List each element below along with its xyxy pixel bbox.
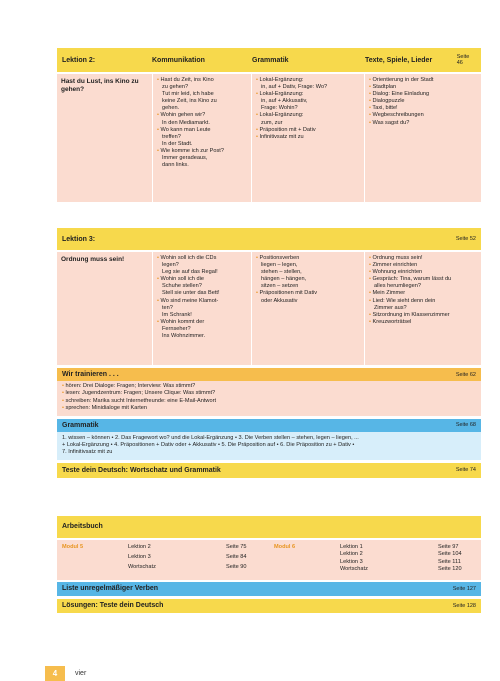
lektion2-kommunikation-item: • Wohin gehen wir? (157, 112, 247, 119)
lektion2-grammatik-item: • Infinitivsatz mit zu (256, 134, 360, 141)
modul5-lektion: Lektion 3 (128, 553, 151, 560)
lektion2-kommunikation-item: dann links. (162, 162, 189, 169)
col-grammatik: Grammatik (252, 56, 289, 64)
modul6-spacer (274, 559, 340, 567)
wir-trainieren-item: • sprechen: Minidialoge mit Karten (62, 405, 476, 412)
arbeitsbuch-header (57, 516, 481, 538)
grammatik-label: Grammatik (62, 421, 99, 429)
modul6-table (274, 544, 486, 574)
loesungen-page: Seite 128 (452, 602, 476, 609)
lektion3-grammatik (251, 252, 364, 365)
lektion2-kommunikation-item: • Wo kann man Leute (157, 127, 247, 134)
modul5-seite: Seite 84 (226, 553, 247, 560)
modul5-seite: Seite 90 (226, 563, 247, 570)
lektion2-kommunikation-item: gehen. (162, 105, 180, 112)
lektion2-kommunikation-item: treffen? (162, 133, 181, 140)
modul6-seite: Seite 111 (438, 558, 461, 565)
teste-page: Seite 74 (455, 467, 476, 474)
lektion3-kommunikation-item: Stell sie unter das Bett! (162, 290, 220, 297)
lektion3-grammatik-item: • Positionsverben (256, 255, 360, 262)
liste-page: Seite 127 (452, 585, 476, 592)
lektion2-label: Lektion 2: (62, 56, 96, 64)
modul6-lektion: Lektion 2 (340, 551, 363, 558)
lektion3-grammatik-item: liegen – legen, (261, 262, 298, 269)
page-footer (45, 666, 86, 681)
lektion3-texte-item: alles herumliegen? (374, 283, 421, 290)
grammatik-line-1: 1. wissen – können • 2. Das Fragewort wo? und die Lokal-Ergänzung • 3. Die Verben stellen – stehen, legen – liegen, ... (62, 434, 359, 441)
liste-label: Liste unregelmäßiger Verben (62, 585, 159, 593)
lektion3-texte-item: • Gespräch: Tina, warum lässt du (369, 276, 477, 283)
lektion2-texte-item: • Dialog: Eine Einladung (369, 91, 477, 98)
modul6-seite: Seite 120 (438, 566, 462, 573)
grammatik-section (57, 419, 481, 460)
lektion2-title: Hast du Lust, ins Kino zu gehen? (61, 78, 139, 93)
lektion3-kommunikation-item: legen? (162, 262, 179, 269)
arbeitsbuch-body (57, 540, 481, 580)
lektion2-texte-item: • Dialogpuzzle (369, 98, 477, 105)
grammatik-header (57, 419, 481, 432)
lektion3-grammatik-item: stehen – stellen, (261, 269, 302, 276)
wir-trainieren-list (57, 381, 481, 416)
lektion3-kommunikation-item: ten? (162, 304, 173, 311)
lektion3-section (57, 228, 481, 365)
col-texte: Texte, Spiele, Lieder (365, 56, 433, 64)
wir-trainieren-page: Seite 62 (455, 371, 476, 378)
lektion2-texte-item: • Orientierung in der Stadt (369, 77, 477, 84)
lektion2-section (57, 48, 481, 202)
wir-trainieren-item: • schreiben: Marika sucht Internetfreunde: eine E-Mail-Antwort (62, 398, 476, 405)
lektion3-kommunikation-item: Leg sie auf das Regal! (162, 269, 218, 276)
modul5-lektion: Lektion 2 (128, 543, 151, 550)
lektion3-texte-item: • Zimmer einrichten (369, 262, 477, 269)
lektion2-grammatik-item: in, auf + Akkusativ, (261, 98, 308, 105)
page-word: vier (75, 670, 87, 677)
grammatik-line-3: 7. Infinitivsatz mit zu (62, 449, 113, 456)
lektion3-header (57, 228, 481, 250)
lektion2-grammatik-item: • Präposition mit + Dativ (256, 127, 360, 134)
lektion2-kommunikation-item: keine Zeit, ins Kino zu (162, 98, 217, 105)
lektion3-kommunikation-item: • Wohin kommt der (157, 319, 247, 326)
col-kommunikation: Kommunikation (152, 56, 205, 64)
wir-trainieren-item: • hören: Drei Dialoge: Fragen; Interview: Was stimmt? (62, 383, 476, 390)
lektion2-texte-item: • Was sagst du? (369, 120, 477, 127)
lektion3-kommunikation (152, 252, 251, 365)
modul5-seite: Seite 75 (226, 543, 247, 550)
lektion2-kommunikation-item: In der Stadt. (162, 140, 193, 147)
lektion2-kommunikation-item: Immer geradeaus, (162, 155, 208, 162)
wir-trainieren-label: Wir trainieren . . . (62, 371, 119, 378)
lektion2-page: Seite 46 (456, 54, 470, 66)
lektion3-row (57, 252, 481, 365)
lektion2-texte-item: • Taxi, bitte! (369, 105, 477, 112)
lektion3-texte-item: • Sitzordnung im Klassenzimmer (369, 312, 477, 319)
lektion2-grammatik-item: Frage: Wohin? (261, 105, 298, 112)
lektion3-grammatik-item: hängen – hängen, (261, 276, 307, 283)
lektion3-grammatik-item: • Präpositionen mit Dativ (256, 290, 360, 297)
loesungen-label: Lösungen: Teste dein Deutsch (62, 602, 164, 610)
modul5-spacer (62, 554, 128, 564)
lektion2-kommunikation-item: • Wie komme ich zur Post? (157, 148, 247, 155)
modul6-name: Modul 6 (274, 543, 296, 550)
lektion3-kommunikation-item: Ins Wohnzimmer. (162, 333, 206, 340)
lektion2-texte (364, 74, 481, 202)
grammatik-line-2: + Lokal-Ergänzung • 4. Präpositionen + Dativ oder + Akkusativ • 5. Die Präposition auf • 6. Die Präposition zu + Dativ • (62, 442, 355, 449)
lektion3-title: Ordnung muss sein! (61, 256, 125, 263)
lektion3-texte (364, 252, 481, 365)
lektion2-kommunikation-item: In den Mediamarkt. (162, 119, 210, 126)
lektion3-kommunikation-item: Schuhe stellen? (162, 283, 202, 290)
modul5-lektion: Wortschatz (128, 563, 156, 570)
lektion3-grammatik-item: sitzen – setzen (261, 283, 299, 290)
grammatik-page: Seite 68 (455, 422, 476, 429)
lektion3-page: Seite 52 (455, 236, 476, 242)
lektion2-grammatik-item: • Lokal-Ergänzung: (256, 112, 360, 119)
lektion2-grammatik-item: • Lokal-Ergänzung: (256, 77, 360, 84)
lektion3-texte-item: Zimmer aus? (374, 304, 407, 311)
lektion3-texte-item: • Kreuzworträtsel (369, 319, 477, 326)
modul5-table (62, 544, 274, 574)
modul6-lektion: Lektion 1 (340, 543, 363, 550)
lektion2-row (57, 74, 481, 202)
lektion2-kommunikation-item: Tut mir leid, ich habe (162, 91, 214, 98)
wir-trainieren-item: • lesen: Jugendzentrum: Fragen; Unsere Clique: Was stimmt? (62, 390, 476, 397)
lektion2-grammatik-item: in, auf + Dativ, Frage: Wo? (261, 84, 328, 91)
grammatik-list (57, 432, 481, 460)
teste-label: Teste dein Deutsch: Wortschatz und Grammatik (62, 466, 221, 474)
lektion3-texte-item: • Wohnung einrichten (369, 269, 477, 276)
lektion2-kommunikation-item: • Hast du Zeit, ins Kino (157, 77, 247, 84)
modul6-seite: Seite 104 (438, 551, 462, 558)
lektion2-grammatik-item: • Lokal-Ergänzung: (256, 91, 360, 98)
lektion2-kommunikation (152, 74, 251, 202)
modul6-lektion: Lektion 3 (340, 558, 363, 565)
lektion3-kommunikation-item: • Wohin soll ich die (157, 276, 247, 283)
lektion3-texte-item: • Mein Zimmer (369, 290, 477, 297)
liste-header (57, 582, 481, 596)
lektion3-texte-item: • Ordnung muss sein! (369, 255, 477, 262)
lektion3-grammatik-item: oder Akkusativ (261, 297, 298, 304)
wir-trainieren-header (57, 368, 481, 381)
toc-page (57, 48, 481, 613)
lektion2-kommunikation-item: zu gehen? (162, 84, 189, 91)
modul6-spacer (274, 566, 340, 574)
teste-header (57, 463, 481, 478)
modul5-spacer (62, 564, 128, 574)
lektion3-label: Lektion 3: (62, 235, 96, 243)
lektion3-texte-item: • Lied: Wie sieht denn dein (369, 298, 477, 305)
loesungen-header (57, 599, 481, 613)
lektion2-grammatik-item: zum, zur (261, 119, 283, 126)
arbeitsbuch-label: Arbeitsbuch (62, 523, 103, 531)
lektion2-texte-item: • Stadtplan (369, 84, 477, 91)
modul6-lektion: Wortschatz (340, 566, 368, 573)
arbeitsbuch-section (57, 516, 481, 580)
wir-trainieren-section (57, 368, 481, 416)
lektion3-kommunikation-item: • Wohin soll ich die CDs (157, 255, 247, 262)
lektion3-kommunikation-item: • Wo sind meine Klamot- (157, 298, 247, 305)
modul6-spacer (274, 551, 340, 559)
lektion2-grammatik (251, 74, 364, 202)
lektion2-texte-item: • Wegbeschreibungen (369, 112, 477, 119)
modul6-seite: Seite 97 (438, 543, 459, 550)
modul5-name: Modul 5 (62, 543, 84, 550)
page-number: 4 (45, 666, 65, 681)
lektion2-header (57, 48, 481, 72)
lektion3-kommunikation-item: Im Schrank! (162, 311, 192, 318)
lektion3-kommunikation-item: Fernseher? (162, 325, 191, 332)
